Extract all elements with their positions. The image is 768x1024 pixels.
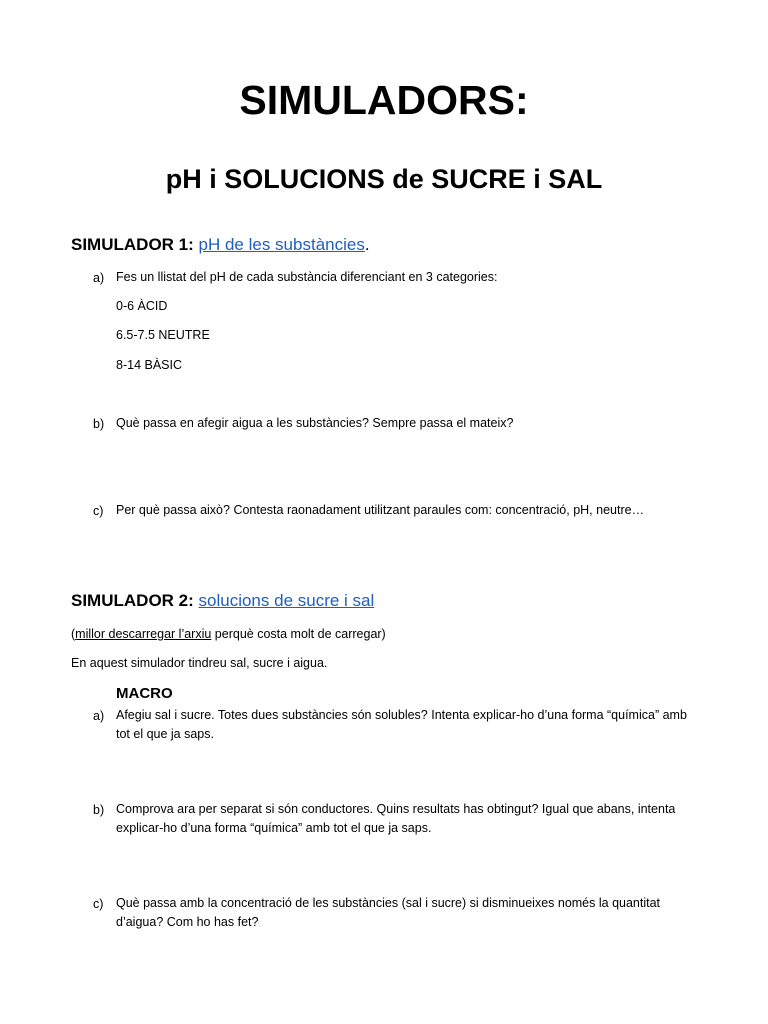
simulator-1-label: SIMULADOR 1: (71, 235, 194, 254)
download-note (71, 626, 386, 642)
simulator-2-label: SIMULADOR 2: (71, 591, 194, 610)
simulator-2-heading (71, 590, 374, 612)
download-note-open: ( (71, 627, 76, 641)
simulator-1-link[interactable]: pH de les substàncies (198, 235, 365, 254)
category-basic: 8-14 BÀSIC (116, 358, 183, 372)
question-2b-label: b) (93, 803, 105, 817)
question-1a-text: Fes un llistat del pH de cada substància diferenciant en 3 categories: (116, 270, 498, 284)
category-acid: 0-6 ÀCID (116, 299, 168, 313)
question-1a-label: a) (93, 271, 105, 285)
question-1b-label: b) (93, 417, 105, 431)
page-subtitle: pH i SOLUCIONS de SUCRE i SAL (165, 164, 603, 194)
question-1b-text: Què passa en afegir aigua a les substàncies? Sempre passa el mateix? (116, 416, 514, 430)
simulator-2-intro: En aquest simulador tindreu sal, sucre i aigua. (71, 656, 328, 670)
question-2b-text: Comprova ara per separat si són conductores. Quins resultats has obtingut? Igual que abans, intenta explicar-ho d’una forma “química” amb tot el que ja saps. (116, 802, 676, 835)
download-note-underlined: millor descarregar l’arxiu (75, 627, 212, 641)
question-2c-text: Què passa amb la concentració de les substàncies (sal i sucre) si disminueixes només la quantitat d’aigua? Com ho has fet? (116, 896, 661, 929)
simulator-1-link-suffix: . (364, 235, 370, 254)
download-note-rest: perquè costa molt de carregar) (211, 627, 386, 641)
question-2a-label: a) (93, 709, 105, 723)
simulator-1-heading (71, 234, 370, 256)
page-title: SIMULADORS: (239, 77, 529, 123)
question-2a-text: Afegiu sal i sucre. Totes dues substàncies són solubles? Intenta explicar-ho d’una forma “química” amb tot el que ja saps. (116, 708, 687, 741)
question-2c-label: c) (93, 897, 104, 911)
question-1c-text: Per què passa això? Contesta raonadament utilitzant paraules com: concentració, pH, neutre… (116, 503, 645, 517)
simulator-2-link[interactable]: solucions de sucre i sal (198, 591, 375, 610)
question-1c-label: c) (93, 504, 104, 518)
macro-heading: MACRO (116, 685, 173, 702)
category-neutral: 6.5-7.5 NEUTRE (116, 328, 210, 342)
